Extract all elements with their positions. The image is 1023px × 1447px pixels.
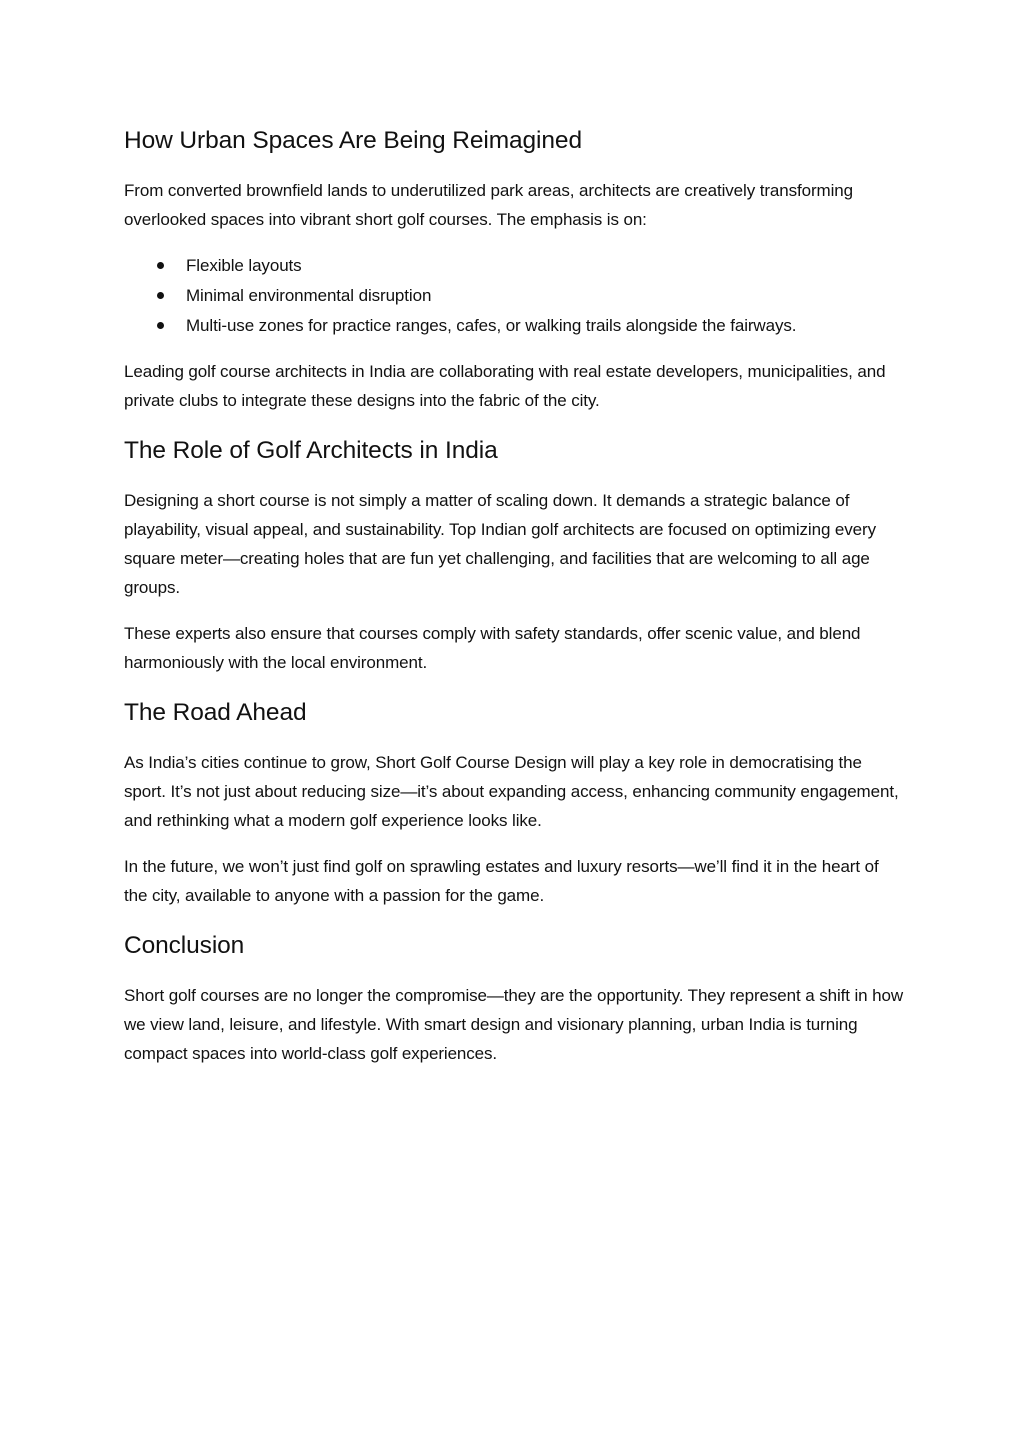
section-heading-road-ahead: The Road Ahead: [124, 699, 307, 726]
list-item: [124, 251, 904, 281]
list-item: [124, 281, 904, 311]
section-heading-golf-architects: The Role of Golf Architects in India: [124, 437, 498, 464]
bullet-icon: [157, 262, 164, 269]
paragraph-road-ahead-2: In the future, we won’t just find golf on sprawling estates and luxury resorts—we’ll find it in the heart of the city, available to anyone with a passion for the game.: [124, 857, 879, 905]
bullet-icon: [157, 292, 164, 299]
document-page: [124, 124, 904, 1068]
list-item: [124, 311, 904, 341]
paragraph-architects-2: These experts also ensure that courses comply with safety standards, offer scenic value, and blend harmoniously with the local environment.: [124, 624, 861, 672]
list-item-text: Flexible layouts: [186, 256, 302, 275]
bullet-icon: [157, 322, 164, 329]
paragraph-urban-intro: From converted brownfield lands to underutilized park areas, architects are creatively transforming overlooked spaces into vibrant short golf courses. The emphasis is on:: [124, 181, 853, 229]
paragraph-conclusion: Short golf courses are no longer the compromise—they are the opportunity. They represent a shift in how we view land, leisure, and lifestyle. With smart design and visionary planning, urban India is turning compact spaces into world-class golf experiences.: [124, 986, 904, 1063]
paragraph-urban-outro: Leading golf course architects in India are collaborating with real estate developers, municipalities, and private clubs to integrate these designs into the fabric of the city.: [124, 362, 886, 410]
emphasis-bullet-list: [124, 251, 904, 341]
section-heading-urban-spaces: How Urban Spaces Are Being Reimagined: [124, 127, 582, 154]
section-heading-conclusion: Conclusion: [124, 932, 245, 959]
paragraph-architects-1: Designing a short course is not simply a matter of scaling down. It demands a strategic balance of playability, visual appeal, and sustainability. Top Indian golf architects are focused on optimizing every square meter—creating holes that are fun yet challenging, and facilities that are welcoming to all age groups.: [124, 491, 877, 597]
list-item-text: Multi-use zones for practice ranges, cafes, or walking trails alongside the fairways.: [186, 316, 797, 335]
paragraph-road-ahead-1: As India’s cities continue to grow, Short Golf Course Design will play a key role in democratising the sport. It’s not just about reducing size—it’s about expanding access, enhancing community engagement, and rethinking what a modern golf experience looks like.: [124, 753, 899, 830]
list-item-text: Minimal environmental disruption: [186, 286, 432, 305]
